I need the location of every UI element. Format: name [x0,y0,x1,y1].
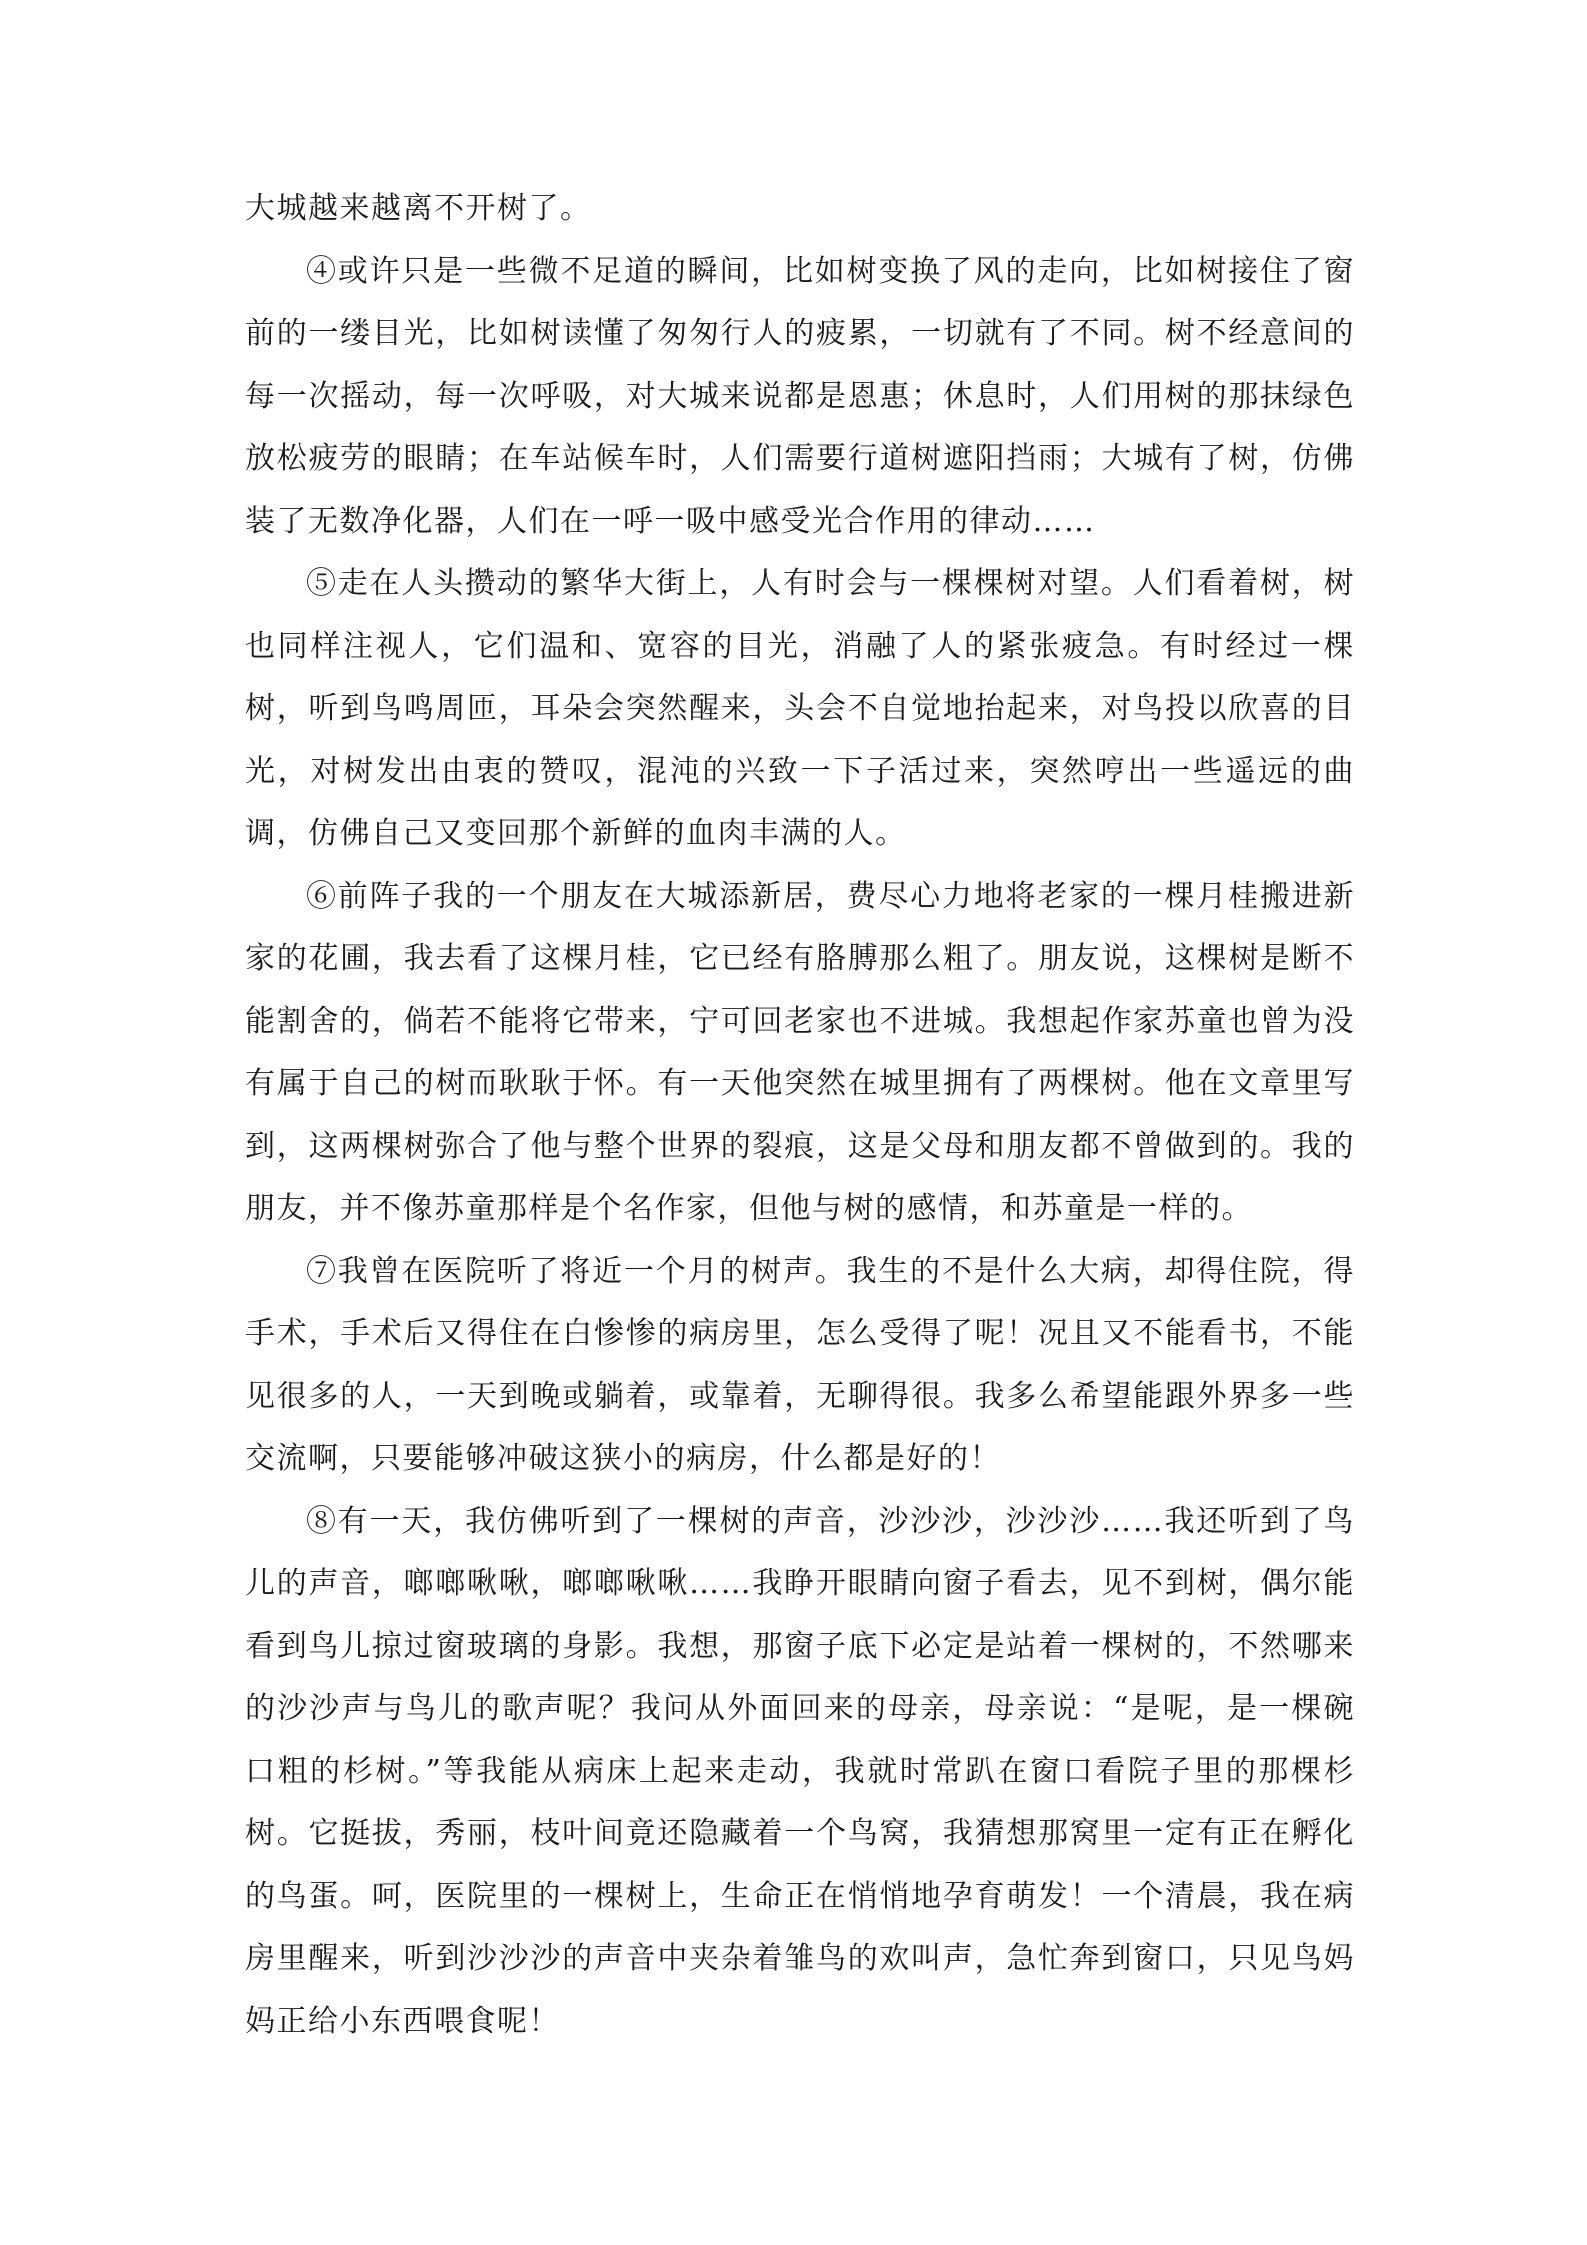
paragraph-8: ⑧有一天，我仿佛听到了一棵树的声音，沙沙沙，沙沙沙……我还听到了鸟儿的声音，啷啷啾啾，啷啷啾啾……我睁开眼睛向窗子看去，见不到树，偶尔能看到鸟儿掠过窗玻璃的身影。我想，那窗子底下必定是站着一棵树的，不然哪来的沙沙声与鸟儿的歌声呢？我问从外面回来的母亲，母亲说：“是呢，是一棵碗口粗的杉树。”等我能从病床上起来走动，我就时常趴在窗口看院子里的那棵杉树。它挺拔，秀丽，枝叶间竟还隐藏着一个鸟窝，我猜想那窝里一定有正在孵化的鸟蛋。呵，医院里的一棵树上，生命正在悄悄地孕育萌发！一个清晨，我在病房里醒来，听到沙沙沙的声音中夹杂着雏鸟的欢叫声，急忙奔到窗口，只见鸟妈妈正给小东西喂食呢！ [245,1503,1355,2039]
paragraph-5: ⑤走在人头攒动的繁华大街上，人有时会与一棵棵树对望。人们看着树，树也同样注视人，它们温和、宽容的目光，消融了人的紧张疲急。有时经过一棵树，听到鸟鸣周匝，耳朵会突然醒来，头会不自觉地抬起来，对鸟投以欣喜的目光，对树发出由衷的赞叹，混沌的兴致一下子活过来，突然哼出一些遥远的曲调，仿佛自己又变回那个新鲜的血肉丰满的人。 [245,566,1355,851]
paragraph-7: ⑦我曾在医院听了将近一个月的树声。我生的不是什么大病，却得住院，得手术，手术后又得住在白惨惨的病房里，怎么受得了呢！况且又不能看书，不能见很多的人，一天到晚或躺着，或靠着，无聊得很。我多么希望能跟外界多一些交流啊，只要能够冲破这狭小的病房，什么都是好的！ [245,1253,1355,1476]
paragraph-4: ④或许只是一些微不足道的瞬间，比如树变换了风的走向，比如树接住了窗前的一缕目光，比如树读懂了匆匆行人的疲累，一切就有了不同。树不经意间的每一次摇动，每一次呼吸，对大城来说都是恩惠；休息时，人们用树的那抹绿色放松疲劳的眼睛；在车站候车时，人们需要行道树遮阳挡雨；大城有了树，仿佛装了无数净化器，人们在一呼一吸中感受光合作用的律动…… [245,253,1355,539]
paragraph-continuation: 大城越来越离不开树了。 [245,191,592,226]
paragraph-6: ⑥前阵子我的一个朋友在大城添新居，费尽心力地将老家的一棵月桂搬进新家的花圃，我去看了这棵月桂，它已经有胳膊那么粗了。朋友说，这棵树是断不能割舍的，倘若不能将它带来，宁可回老家也不进城。我想起作家苏童也曾为没有属于自己的树而耿耿于怀。有一天他突然在城里拥有了两棵树。他在文章里写到，这两棵树弥合了他与整个世界的裂痕，这是父母和朋友都不曾做到的。我的朋友，并不像苏童那样是个名作家，但他与树的感情，和苏童是一样的。 [245,878,1355,1226]
document-body [245,178,1355,2053]
